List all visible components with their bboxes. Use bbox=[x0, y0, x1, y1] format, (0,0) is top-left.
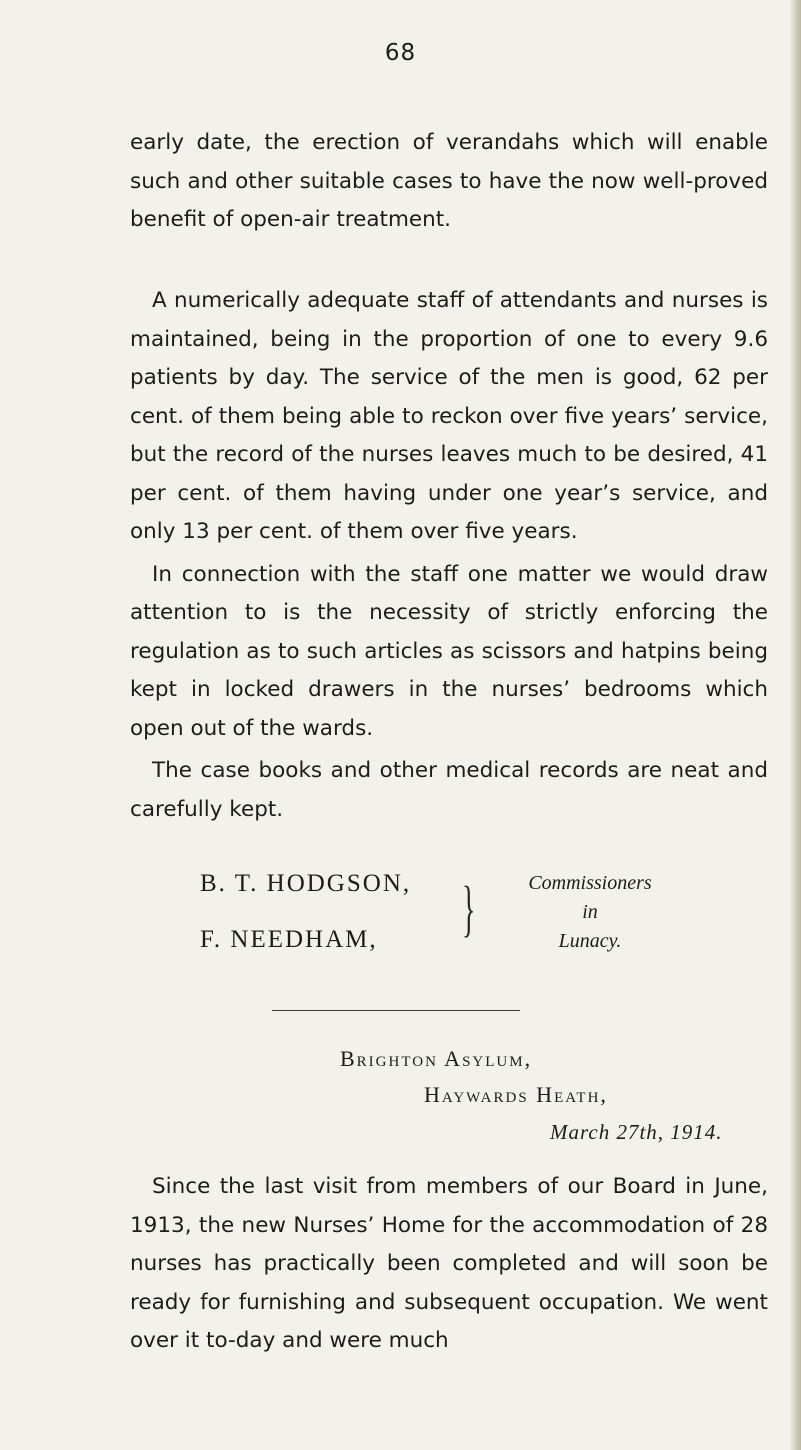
paragraph: The case books and other medical records are neat and carefully kept. bbox=[130, 758, 768, 822]
section-divider bbox=[272, 1010, 520, 1011]
signatory-name: F. NEEDHAM, bbox=[200, 926, 378, 953]
paragraph: A numerically adequate staff of attendants and nurses is maintained, being in the proportion of one to every 9.6 patients by day. The service of the men is good, 62 per cent. of them being able to reckon over five years’ service, but the record of the nurses leaves much to be desired, 41 per cent. of them having under one year’s service, and only 13 per cent. of them over five years. bbox=[130, 288, 768, 544]
page-edge-shadow bbox=[789, 0, 801, 1450]
text-block-bottom bbox=[130, 1168, 768, 1361]
section-heading-date: March 27th, 1914. bbox=[550, 1120, 723, 1144]
text-block-main bbox=[130, 282, 768, 829]
signature-block bbox=[200, 870, 740, 970]
signatory-name: B. T. HODGSON, bbox=[200, 870, 412, 897]
paragraph: Since the last visit from members of our Board in June, 1913, the new Nurses’ Home for the accommodation of 28 nurses has practically been completed and will soon be ready for furnishing and subsequent occupation. We went over it to-day and were much bbox=[130, 1174, 768, 1353]
page-number: 68 bbox=[384, 40, 417, 66]
section-heading-place: Brighton Asylum, bbox=[340, 1046, 533, 1071]
section-heading-location: Haywards Heath, bbox=[424, 1082, 608, 1107]
paragraph: early date, the erection of verandahs which will enable such and other suitable cases to have the now well-proved benefit of open-air treatment. bbox=[130, 130, 768, 232]
signatory-title-line: in bbox=[582, 901, 598, 923]
paragraph: In connection with the staff one matter we would draw attention to is the necessity of strictly enforcing the regulation as to such articles as scissors and hatpins being kept in locked drawers in the nurses’ bedrooms which open out of the wards. bbox=[130, 561, 768, 741]
brace-glyph: } bbox=[462, 875, 476, 943]
signatory-title-line: Commissioners bbox=[528, 872, 652, 894]
signatory-title-line: Lunacy. bbox=[558, 930, 622, 952]
text-block-top bbox=[130, 124, 768, 240]
